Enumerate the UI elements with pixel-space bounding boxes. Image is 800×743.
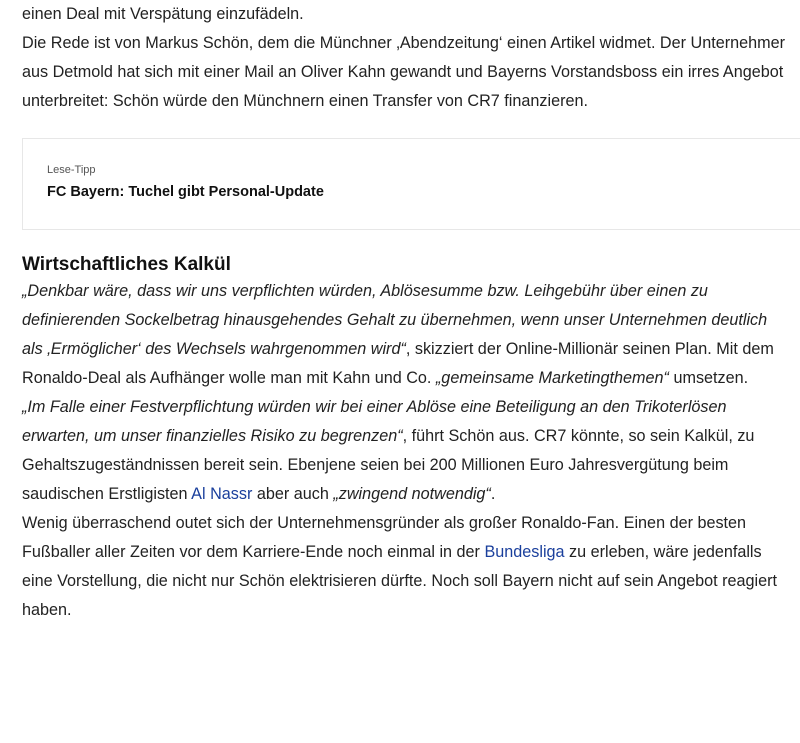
paragraph-intro-end: einen Deal mit Verspätung einzufädeln. [22, 5, 304, 23]
paragraph-text: , skizziert der Online-Millionär seinen Plan. Mit dem Ronaldo-Deal als Aufhänger wolle man mit Kahn und Co. [22, 340, 774, 387]
paragraph-markus-schoen: Die Rede ist von Markus Schön, dem die Münchner ‚Abendzeitung‘ einen Artikel widmet. Der Unternehmer aus Detmold hat sich mit einer Mail an Oliver Kahn gewandt und Bayerns Vorstandsboss ein irres Angebot unterbreitet: Schön würde den Münchnern einen Transfer von CR7 finanzieren. [22, 34, 785, 110]
reading-tip-label: Lese-Tipp [47, 164, 96, 176]
section-heading: Wirtschaftliches Kalkül [22, 254, 231, 275]
paragraph-ronaldo-fan [22, 509, 792, 625]
quote-text: „Denkbar wäre, dass wir uns verpflichten würden, Ablösesumme bzw. Leihgebühr über einen zu definierenden Sockelbetrag hinausgehendes Gehalt zu übernehmen, wenn unser Unternehmen deutlich als ‚Ermöglicher‘ des Wechsels wahrgenommen wird“ [22, 282, 768, 358]
paragraph-quote-sponsorship [22, 277, 792, 393]
paragraph-text: . [490, 485, 496, 503]
paragraph-text: Wenig überraschend outet sich der Unternehmensgründer als großer Ronaldo-Fan. Einen der besten Fußballer aller Zeiten vor dem Karriere-Ende noch einmal in der [22, 514, 747, 561]
paragraph-text: zu erleben, wäre jedenfalls eine Vorstellung, die nicht nur Schön elektrisieren dürfte. Noch soll Bayern nicht auf sein Angebot reagiert haben. [22, 543, 777, 619]
paragraph-text: aber auch [252, 485, 334, 503]
quote-text: „Im Falle einer Festverpflichtung würden wir bei einer Ablöse eine Beteiligung an den Trikoterlösen erwarten, um unser finanzielles Risiko zu begrenzen“ [22, 398, 727, 445]
link-al-nassr[interactable]: Al Nassr [191, 485, 253, 503]
paragraph-quote-risk [22, 393, 792, 509]
paragraph-text: , führt Schön aus. CR7 könnte, so sein Kalkül, zu Gehaltszugeständnissen bereit sein. Ebenjene seien bei 200 Millionen Euro Jahresvergütung beim saudischen Erstligisten [22, 427, 755, 503]
quote-text: „gemeinsame Marketingthemen“ [435, 369, 669, 387]
article-body [22, 0, 792, 625]
reading-tip-link[interactable]: FC Bayern: Tuchel gibt Personal-Update [47, 184, 324, 200]
reading-tip-box[interactable] [22, 138, 800, 230]
paragraph-text: umsetzen. [668, 369, 749, 387]
quote-text: „zwingend notwendig“ [333, 485, 491, 503]
link-bundesliga[interactable]: Bundesliga [484, 543, 565, 561]
